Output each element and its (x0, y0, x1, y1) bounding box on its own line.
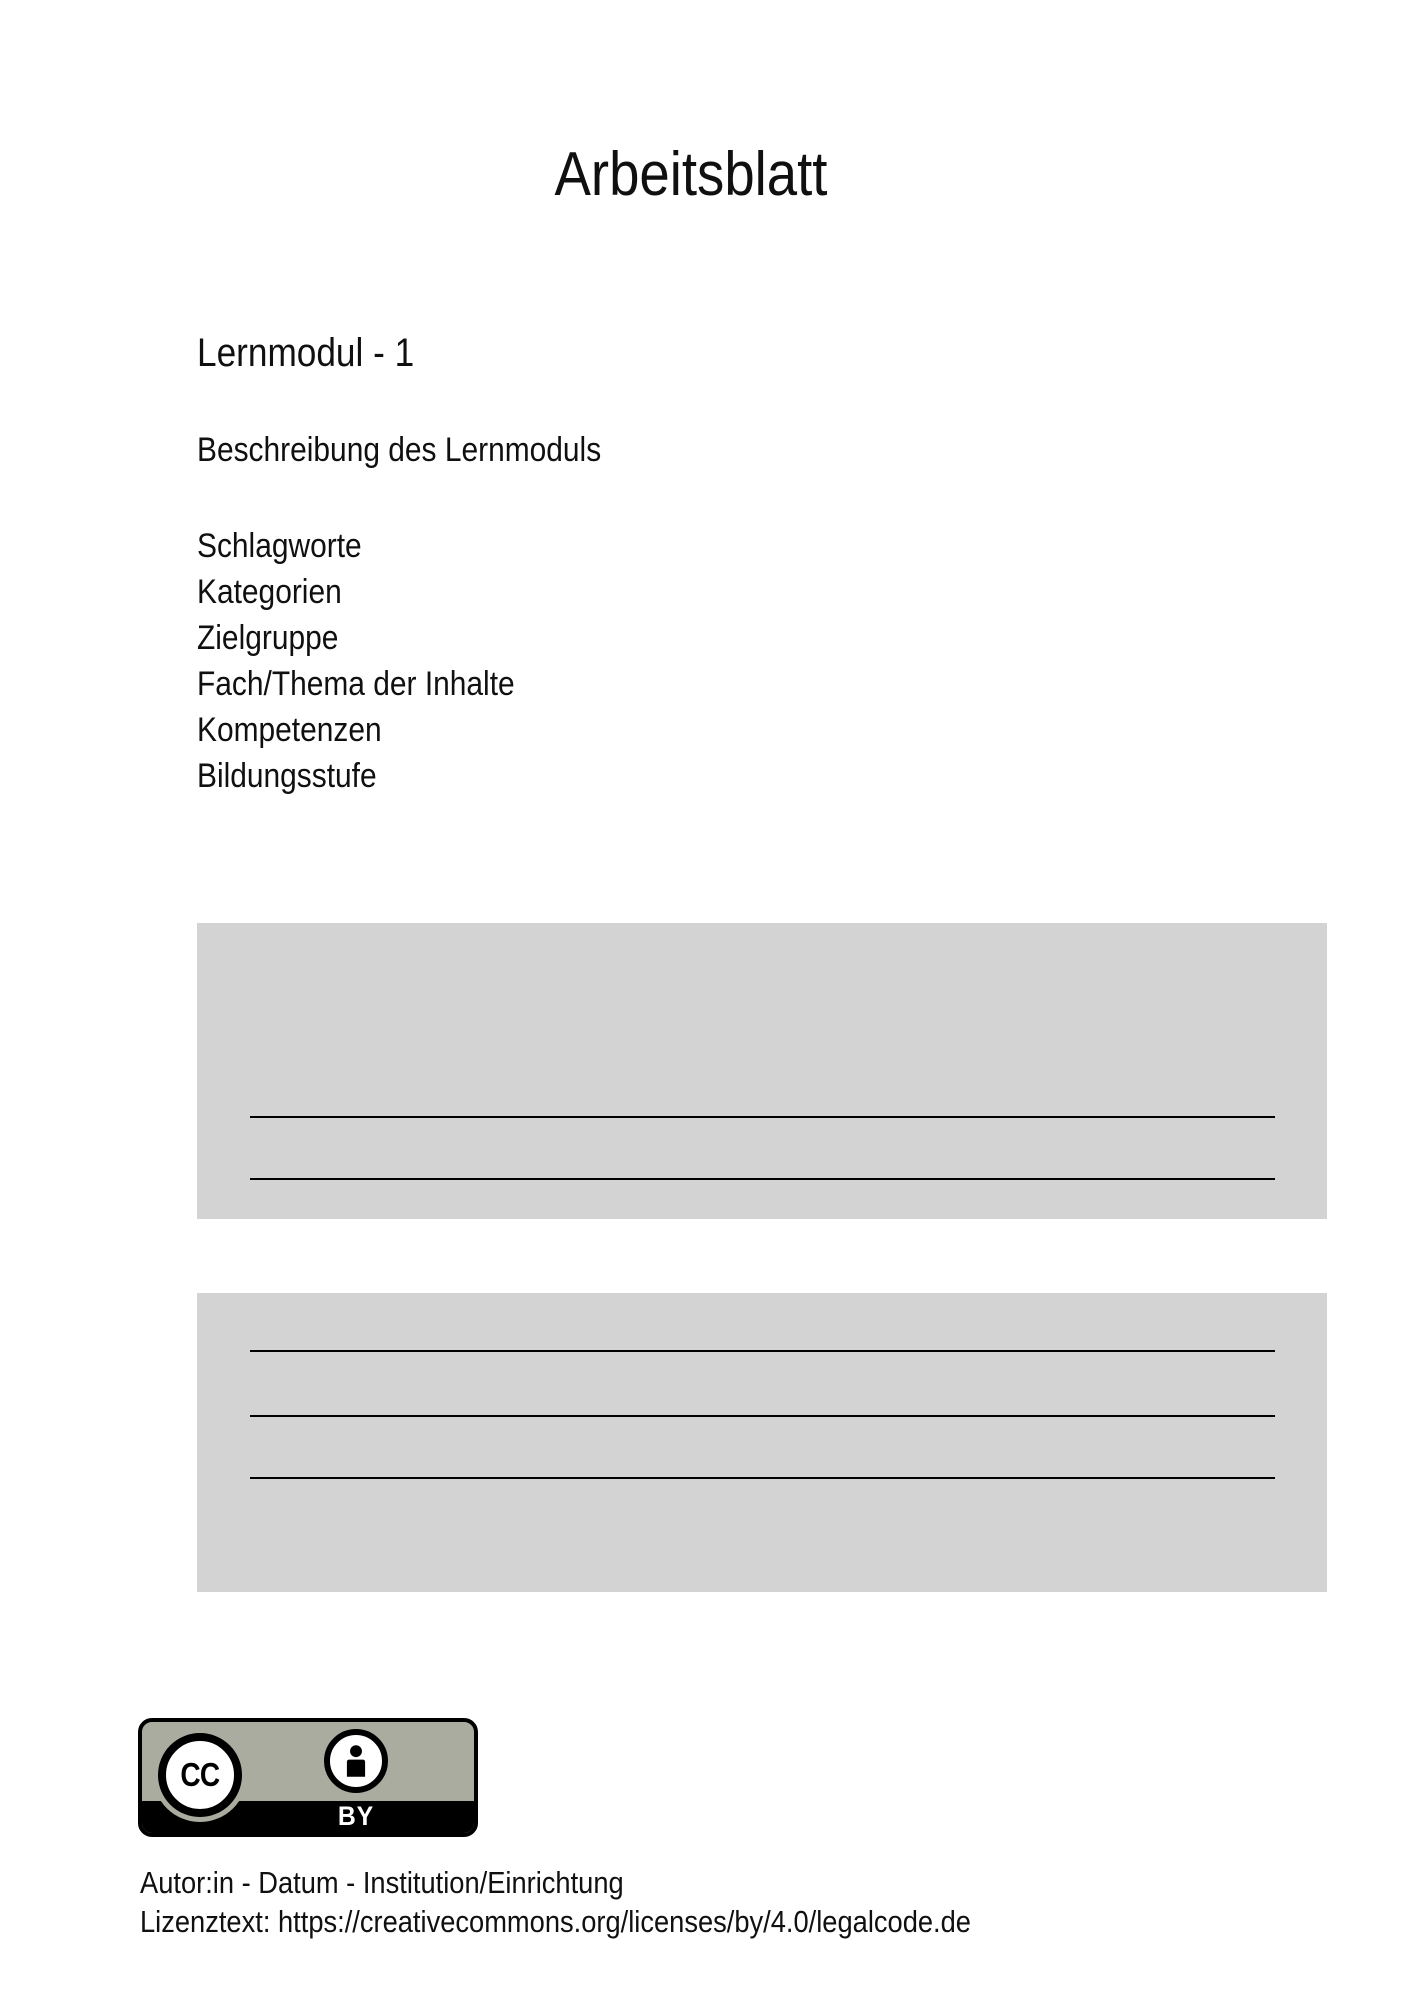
author-attribution-line (140, 1863, 1084, 1902)
license-footer (140, 1863, 1084, 1941)
writing-line (250, 1350, 1275, 1352)
author-attribution-text: Autor:in - Datum - Institution/Einrichtung (140, 1865, 624, 1900)
writing-area-2 (197, 1293, 1327, 1592)
metadata-field-list (197, 523, 558, 799)
module-description-text: Beschreibung des Lernmoduls (197, 431, 602, 469)
page-title-text: Arbeitsblatt (554, 140, 828, 209)
by-label: BY (337, 1801, 375, 1831)
writing-line (250, 1178, 1275, 1180)
license-url-line (140, 1902, 1084, 1941)
field-item-fach-thema (197, 661, 558, 707)
field-label: Kategorien (197, 573, 342, 611)
field-item-zielgruppe (197, 615, 558, 661)
cc-logo-text: CC (180, 1756, 220, 1793)
field-label: Kompetenzen (197, 711, 382, 749)
module-description (197, 433, 656, 467)
field-item-schlagworte (197, 523, 558, 569)
license-url-text: Lizenztext: https://creativecommons.org/licenses/by/4.0/legalcode.de (140, 1904, 971, 1939)
field-item-bildungsstufe (197, 753, 558, 799)
writing-area-1 (197, 923, 1327, 1219)
field-item-kategorien (197, 569, 558, 615)
module-heading-text: Lernmodul - 1 (197, 331, 415, 375)
module-heading (197, 333, 444, 373)
page-title (554, 140, 1001, 209)
writing-line (250, 1116, 1275, 1118)
field-label: Bildungsstufe (197, 757, 377, 795)
field-label: Zielgruppe (197, 619, 339, 657)
cc-by-license-badge (138, 1718, 478, 1837)
writing-line (250, 1415, 1275, 1417)
creative-commons-icon (158, 1733, 242, 1817)
field-label: Schlagworte (197, 527, 362, 565)
attribution-person-icon (324, 1729, 388, 1793)
field-item-kompetenzen (197, 707, 558, 753)
field-label: Fach/Thema der Inhalte (197, 665, 515, 703)
writing-line (250, 1477, 1275, 1479)
